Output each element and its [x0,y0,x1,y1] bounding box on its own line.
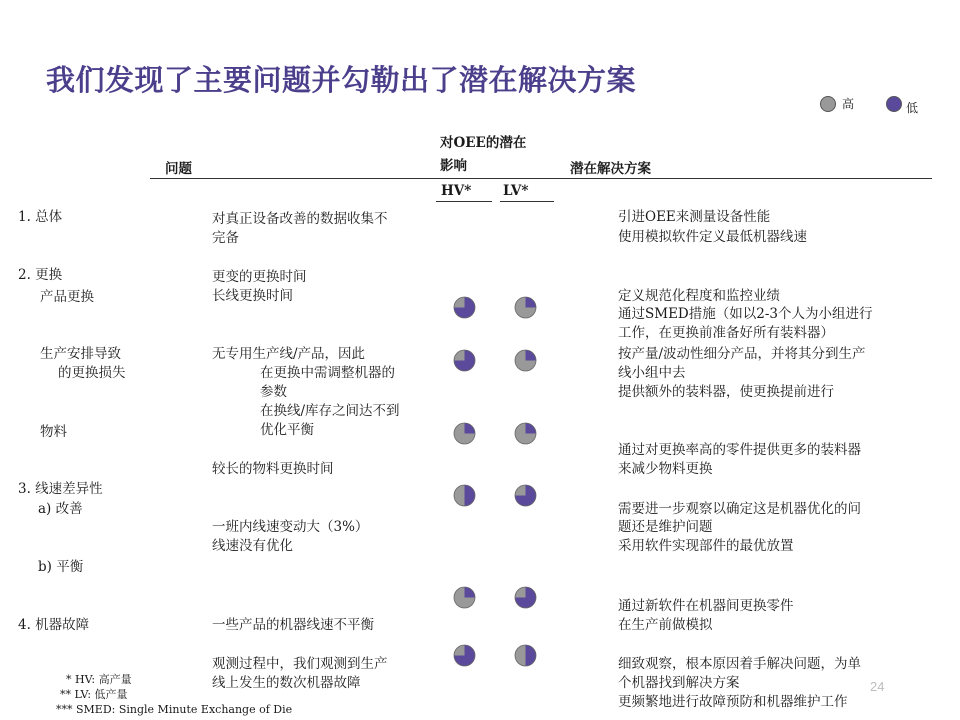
solution-1-line2: 使用模拟软件定义最低机器线速 [618,229,807,245]
solution-2-line4: 按产量/波动性细分产品，并将其分到生产 [618,346,866,362]
problem-3-line5: 优化平衡 [260,422,314,438]
solution-6-line1: 细致观察，根本原因着手解决问题，为单 [618,656,861,672]
problem-3-line1: 无专用生产线/产品，因此 [212,346,366,362]
problem-3-line4: 在换线/库存之间达不到 [260,403,400,419]
header-solution: 潜在解决方案 [570,161,651,177]
solution-4-line2: 题还是维护问题 [618,519,713,535]
solution-2-line1: 定义规范化程度和监控业绩 [618,288,780,304]
solution-5-line1: 通过新软件在机器间更换零件 [618,598,794,614]
harvey-ball-lv-3 [514,422,537,445]
category-improvement: a) 改善 [38,501,83,517]
harvey-ball-hv-6 [453,644,476,667]
footnote-hv: * HV: 高产量 [66,673,132,686]
problem-7-line2: 线上发生的数次机器故障 [212,675,361,691]
problem-5-line1: 一班内线速变动大（3%） [212,519,369,535]
category-scheduling-l1: 生产安排导致 [40,346,121,362]
harvey-ball-lv-2 [514,349,537,372]
category-scheduling-l2: 的更换损失 [58,365,126,381]
problem-3-line3: 参数 [260,384,287,400]
harvey-ball-lv-1 [514,296,537,319]
solution-5-line2: 在生产前做模拟 [618,617,713,633]
header-impact-line2: 影响 [440,158,467,174]
header-lv: LV* [503,183,529,199]
problem-3-line2: 在更换中需调整机器的 [260,365,395,381]
page-number: 24 [870,679,885,694]
solution-2-line3: 工作，在更换前准备好所有装料器） [618,325,834,341]
harvey-ball-lv-6 [514,644,537,667]
problem-2-line2: 长线更换时间 [212,288,293,304]
solution-2-line5: 线小组中去 [618,365,686,381]
solution-3-line1: 通过对更换率高的零件提供更多的装料器 [618,442,861,458]
harvey-ball-hv-3 [453,422,476,445]
lv-rule [500,201,554,202]
header-rule [150,178,932,179]
footnote-lv: ** LV: 低产量 [60,688,128,701]
header-impact-line1: 对OEE的潜在 [440,135,527,151]
footnote-smed: *** SMED: Single Minute Exchange of Die [56,703,293,716]
solution-4-line1: 需要进一步观察以确定这是机器优化的问 [618,501,861,517]
solution-1-line1: 引进OEE来测量设备性能 [618,209,771,225]
category-material: 物料 [40,424,67,440]
problem-4: 较长的物料更换时间 [212,461,334,477]
solution-4-line3: 采用软件实现部件的最优放置 [618,538,794,554]
solution-3-line2: 来减少物料更换 [618,461,713,477]
problem-5-line2: 线速没有优化 [212,538,293,554]
harvey-ball-lv-5 [514,586,537,609]
solution-6-line2: 个机器找到解决方案 [618,675,740,691]
legend-low-swatch [886,96,902,112]
problem-2-line1: 更变的更换时间 [212,269,307,285]
legend-high-swatch [820,96,836,112]
problem-1-line1: 对真正设备改善的数据收集不 [212,211,388,227]
harvey-ball-hv-4 [453,484,476,507]
category-machine-failure: 4. 机器故障 [18,617,90,633]
solution-2-line2: 通过SMED措施（如以2-3个人为小组进行 [618,306,873,322]
harvey-ball-lv-4 [514,484,537,507]
legend-low-label: 低 [906,101,919,115]
problem-1-line2: 完备 [212,230,239,246]
problem-6: 一些产品的机器线速不平衡 [212,617,374,633]
problem-7-line1: 观测过程中，我们观测到生产 [212,656,388,672]
page-title: 我们发现了主要问题并勾勒出了潜在解决方案 [46,63,637,97]
harvey-ball-hv-1 [453,296,476,319]
harvey-ball-hv-2 [453,349,476,372]
harvey-ball-hv-5 [453,586,476,609]
category-changeover: 2. 更换 [18,267,63,283]
header-hv: HV* [441,183,472,199]
solution-2-line6: 提供额外的装料器，使更换提前进行 [618,384,834,400]
category-overall: 1. 总体 [18,209,63,225]
solution-6-line3: 更频繁地进行故障预防和机器维护工作 [618,694,848,710]
legend-high-label: 高 [842,97,855,111]
category-speed-variability: 3. 线速差异性 [18,481,103,497]
hv-rule [436,201,492,202]
category-balance: b) 平衡 [38,559,84,575]
header-problem: 问题 [165,161,192,177]
category-product-changeover: 产品更换 [40,289,94,305]
